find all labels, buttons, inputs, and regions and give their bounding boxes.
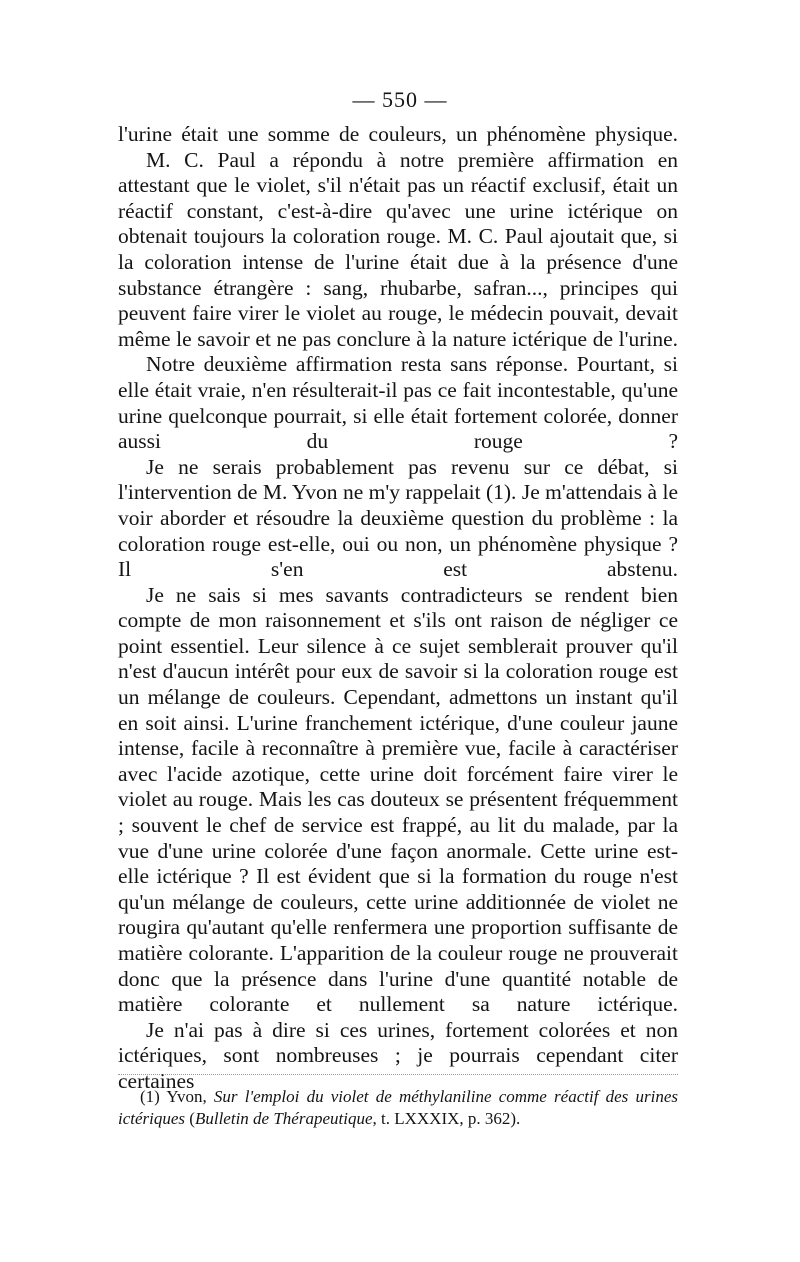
footnote-tail: , t. LXXXIX, p. 362). bbox=[372, 1109, 521, 1128]
footnote-lead: (1) Yvon, bbox=[140, 1087, 214, 1106]
paragraph-3: Notre deuxième affirmation resta sans réponse. Pourtant, si elle était vraie, n'en résulterait-il pas ce fait incontestable, qu'une urine quelconque pourrait, si elle était fortement colorée, donner aussi du rouge ? bbox=[118, 352, 678, 454]
footnote-divider bbox=[118, 1074, 678, 1075]
paragraph-6: Je n'ai pas à dire si ces urines, fortement colorées et non ictériques, sont nombreuses ; je pourrais cependant citer certaines bbox=[118, 1017, 678, 1093]
page-number: — 550 — bbox=[352, 87, 448, 112]
footnote-journal: Bulletin de Thérapeutique bbox=[194, 1109, 373, 1128]
paragraph-5: Je ne sais si mes savants contradicteurs se rendent bien compte de mon raisonnement et s'ils ont raison de négliger ce point essentiel. Leur silence à ce sujet semblerait prouver qu'il n'est d'aucun intérêt pour eux de savoir si la coloration rouge est un mélange de couleurs. Cependant, admettons un instant qu'il en soit ainsi. L'urine franchement ictérique, d'une couleur jaune intense, facile à reconnaître à première vue, facile à caractériser avec l'acide azotique, cette urine doit forcément faire virer le violet au rouge. Mais les cas douteux se présentent fréquemment ; souvent le chef de service est frappé, au lit du malade, par la vue d'une urine colorée d'une façon anormale. Cette urine est-elle ictérique ? Il est évident que si la formation du rouge n'est qu'un mélange de couleurs, cette urine additionnée de violet ne rougira qu'autant qu'elle renfermera une proportion suffisante de matière colorante. L'apparition de la couleur rouge ne prouverait donc que la présence dans l'urine d'une quantité notable de matière colorante et nullement sa nature ictérique. bbox=[118, 582, 678, 1017]
paragraph-2: M. C. Paul a répondu à notre première affirmation en attestant que le violet, s'il n'était pas un réactif exclusif, était un réactif constant, c'est-à-dire qu'avec une urine ictérique on obtenait toujours la coloration rouge. M. C. Paul ajoutait que, si la coloration intense de l'urine était due à la présence d'une substance étrangère : sang, rhubarbe, safran..., principes qui peuvent faire virer le violet au rouge, le médecin pouvait, devait même le savoir et ne pas conclure à la nature ictérique de l'urine. bbox=[118, 147, 678, 351]
footnote-title: Sur l'emploi du violet de méthylaniline comme réactif des urines ictériques bbox=[118, 1087, 678, 1128]
paragraph-1: l'urine était une somme de couleurs, un phénomène physique. bbox=[118, 122, 678, 146]
paragraph-4: Je ne serais probablement pas revenu sur ce débat, si l'intervention de M. Yvon ne m'y rappelait (1). Je m'attendais à le voir aborder et résoudre la deuxième question du problème : la coloration rouge est-elle, oui ou non, un phénomène physique ? Il s'en est abstenu. bbox=[118, 454, 678, 582]
body-text bbox=[118, 122, 678, 1095]
footnote-paren: ( bbox=[185, 1109, 195, 1128]
footnote bbox=[118, 1086, 678, 1130]
